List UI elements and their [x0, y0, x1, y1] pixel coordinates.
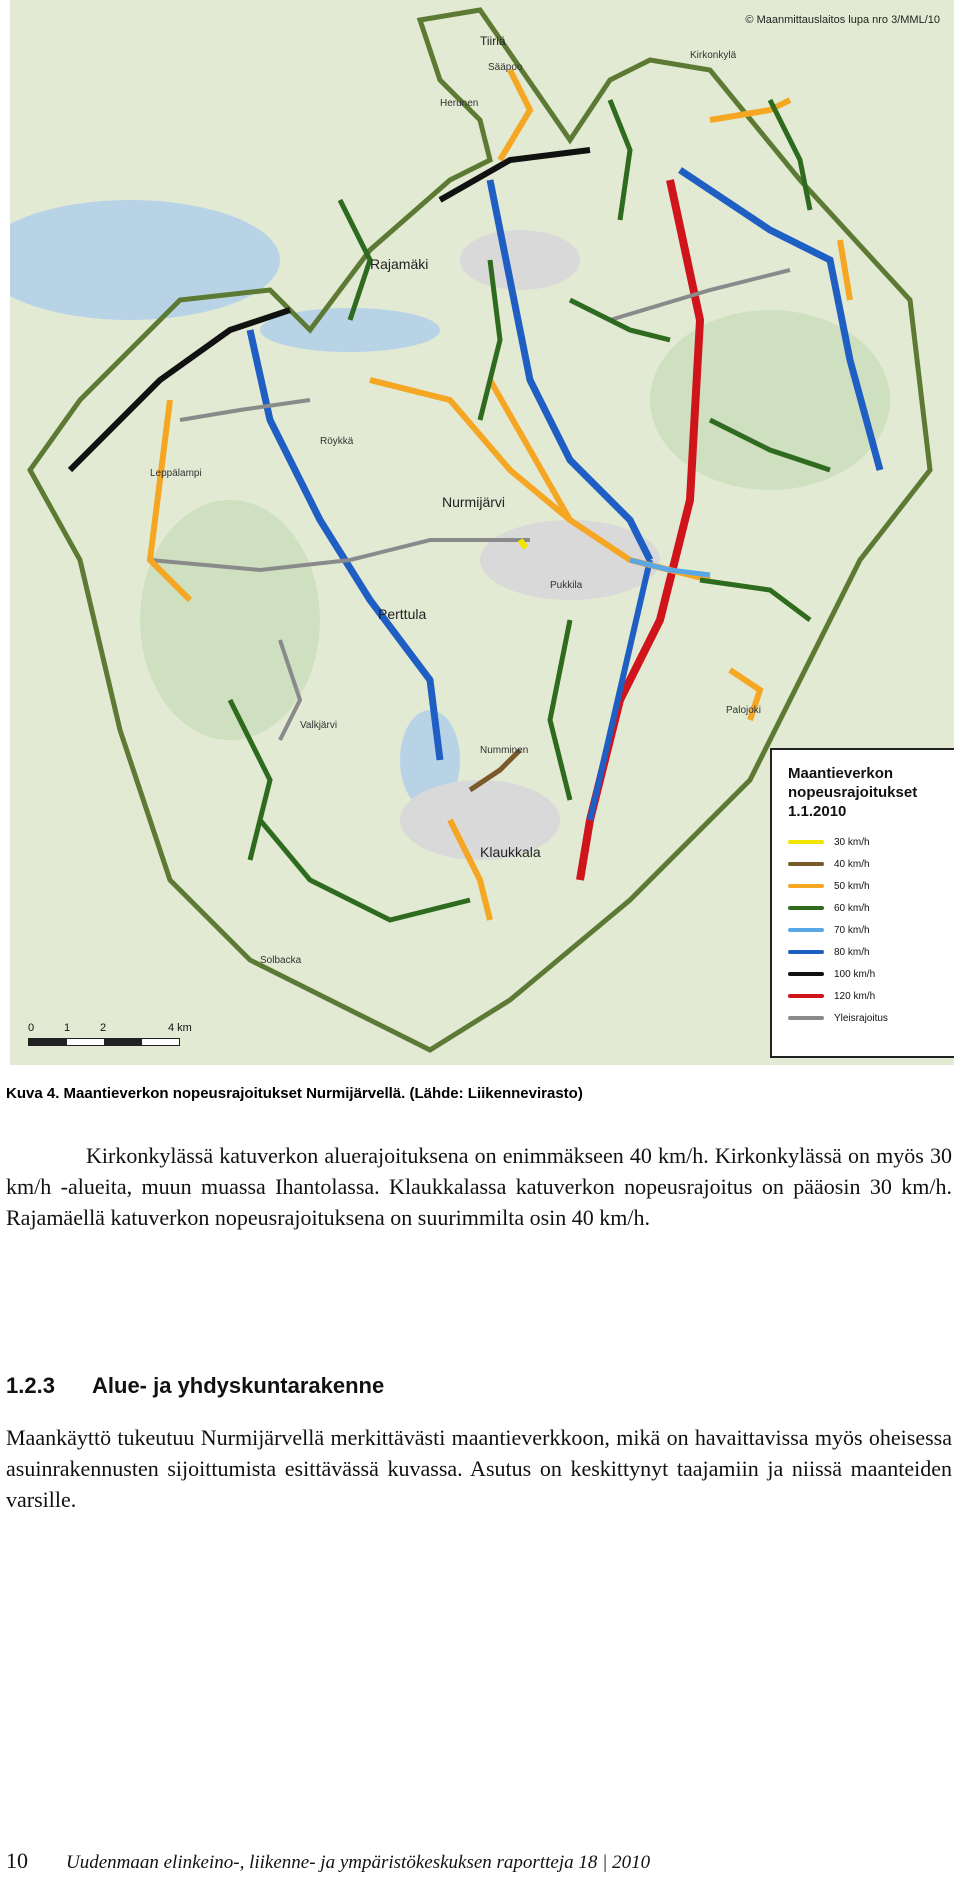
legend-label: Yleisrajoitus: [834, 1012, 888, 1024]
map-place-label: Herunen: [440, 98, 479, 109]
legend-swatch: [788, 884, 824, 888]
legend-label: 80 km/h: [834, 946, 870, 958]
legend-item: [788, 941, 942, 963]
legend-swatch: [788, 862, 824, 866]
legend-swatch: [788, 950, 824, 954]
legend-label: 40 km/h: [834, 858, 870, 870]
legend-swatch: [788, 994, 824, 998]
speed-limit-map: [10, 0, 954, 1065]
legend-label: 100 km/h: [834, 968, 876, 980]
map-legend: [770, 748, 954, 1058]
legend-item: [788, 919, 942, 941]
map-place-label: Röykkä: [320, 436, 354, 447]
scale-bar: [28, 1022, 208, 1046]
map-copyright: © Maanmittauslaitos lupa nro 3/MML/10: [745, 14, 940, 26]
legend-swatch: [788, 928, 824, 932]
legend-item: [788, 1007, 942, 1029]
map-place-label: Valkjärvi: [300, 720, 338, 731]
map-place-label: Pukkila: [550, 580, 583, 591]
page-footer: [6, 1848, 650, 1874]
map-place-label: Solbacka: [260, 955, 302, 966]
scale-label: 0: [28, 1022, 35, 1034]
legend-item: [788, 963, 942, 985]
legend-item: [788, 985, 942, 1007]
figure-caption: Kuva 4. Maantieverkon nopeusrajoitukset Nurmijärvellä. (Lähde: Liikennevirasto): [6, 1085, 583, 1102]
map-place-label: Rajamäki: [370, 256, 429, 272]
legend-label: 120 km/h: [834, 990, 876, 1002]
map-place-label: Leppälampi: [150, 468, 202, 479]
scale-label: 4 km: [168, 1022, 192, 1034]
legend-swatch: [788, 972, 824, 976]
footer-title: Uudenmaan elinkeino-, liikenne- ja ympäristökeskuksen raportteja 18 | 2010: [66, 1852, 651, 1873]
map-place-label: Palojoki: [726, 705, 762, 716]
body-paragraph: Kirkonkylässä katuverkon aluerajoituksena on enimmäkseen 40 km/h. Kirkonkylässä on myös 30 km/h -alueita, muun muassa Ihantolassa. Klaukkalassa katuverkon nopeusrajoitus on pääosin 30 km/h. Rajamäellä katuverkon nopeusrajoituksena on suurimmilta osin 40 km/h.: [6, 1143, 952, 1230]
section-title: Alue- ja yhdyskuntarakenne: [92, 1373, 385, 1398]
page-number: 10: [6, 1848, 28, 1873]
map-place-label: Sääpoo: [488, 62, 523, 73]
scale-label: 1: [64, 1022, 71, 1034]
map-place-label: Nurmijärvi: [442, 494, 505, 510]
legend-item: [788, 831, 942, 853]
legend-label: 30 km/h: [834, 836, 870, 848]
scale-label: 2: [100, 1022, 107, 1034]
map-place-label: Tiiriä: [480, 34, 506, 48]
map-place-label: Numminen: [480, 745, 529, 756]
legend-swatch: [788, 1016, 824, 1020]
map-place-label: Klaukkala: [480, 844, 541, 860]
legend-swatch: [788, 840, 824, 844]
legend-label: 60 km/h: [834, 902, 870, 914]
map-place-label: Perttula: [378, 606, 427, 622]
legend-title: Maantieverkon nopeusrajoitukset 1.1.2010: [788, 765, 918, 820]
legend-swatch: [788, 906, 824, 910]
legend-item: [788, 853, 942, 875]
map-place-label: Kirkonkylä: [690, 50, 737, 61]
legend-label: 50 km/h: [834, 880, 870, 892]
section-heading: [6, 1373, 384, 1399]
legend-item: [788, 897, 942, 919]
scale-bar-graphic: [28, 1038, 180, 1046]
legend-item: [788, 875, 942, 897]
section-number: 1.2.3: [6, 1373, 55, 1398]
legend-label: 70 km/h: [834, 924, 870, 936]
body-paragraph: Maankäyttö tukeutuu Nurmijärvellä merkittävästi maantieverkkoon, mikä on havaittavissa myös oheisessa asuinrakennusten sijoittumista esittävässä kuvassa. Asutus on keskittynyt taajamiin ja niissä maanteiden varsille.: [6, 1425, 952, 1512]
